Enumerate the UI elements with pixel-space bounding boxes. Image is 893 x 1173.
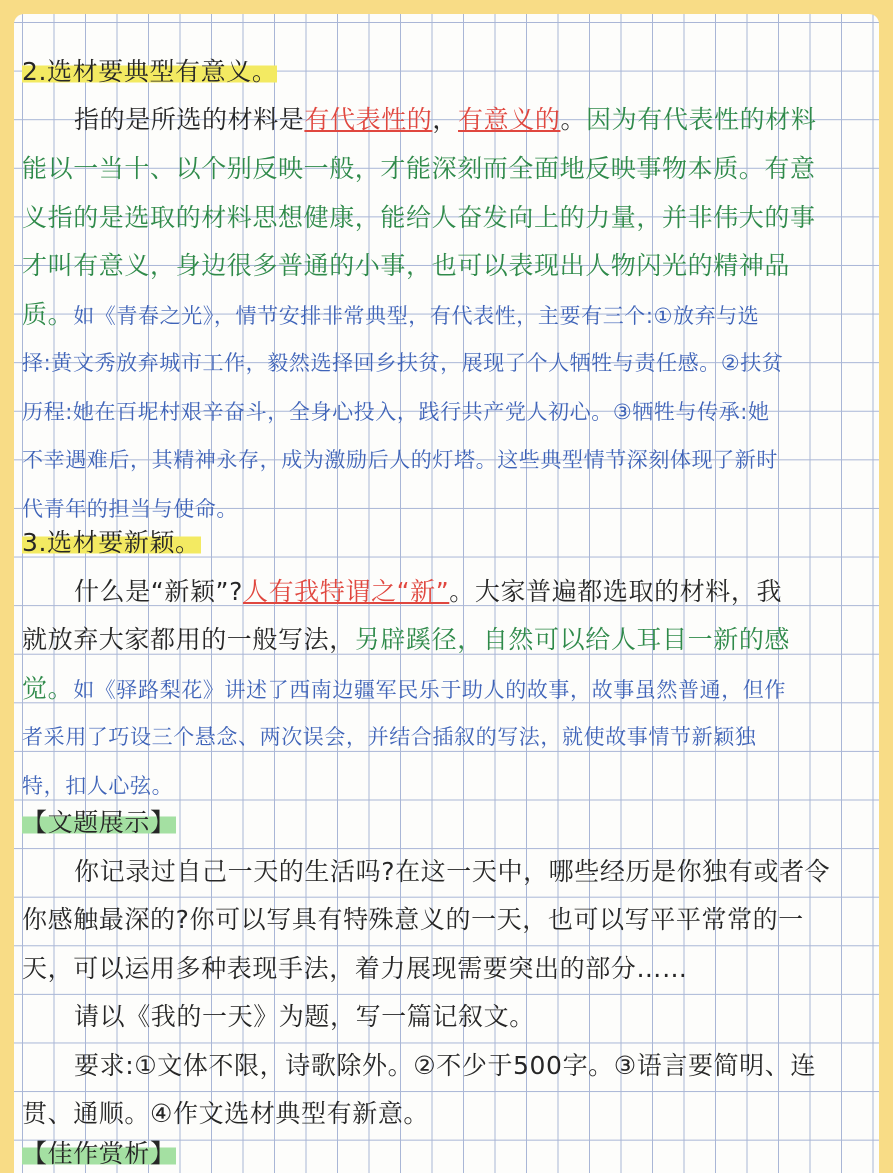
section-2-para-line-4: 才叫有意义，身边很多普通的小事，也可以表现出人物闪光的精神品 bbox=[22, 251, 791, 280]
key-phrase-meaningful: 有意义的 bbox=[458, 105, 561, 134]
section-3-para-line-5: 特，扣人心弦。 bbox=[22, 774, 174, 798]
section-2-heading: 2.选材要典型有意义。 bbox=[22, 57, 278, 86]
analysis-heading: 【佳作赏析】 bbox=[22, 1139, 176, 1168]
topic-line-4: 请以《我的一天》为题，写一篇记叙文。 bbox=[74, 1002, 535, 1031]
section-2-para-line-1: 指的是所选的材料是有代表性的，有意义的。因为有代表性的材料 bbox=[74, 105, 817, 134]
section-2-para-line-8: 不幸遇难后，其精神永存，成为激励后人的灯塔。这些典型情节深刻体现了新时 bbox=[22, 448, 778, 472]
topic-line-2: 你感触最深的?你可以写具有特殊意义的一天，也可以写平平常常的一 bbox=[22, 905, 804, 934]
topic-line-3: 天，可以运用多种表现手法，着力展现需要突出的部分…… bbox=[22, 954, 688, 983]
section-3-heading: 3.选材要新颖。 bbox=[22, 528, 201, 557]
section-3-para-line-1: 什么是“新颖”?人有我特谓之“新”。大家普遍都选取的材料，我 bbox=[74, 577, 783, 606]
section-2-para-line-6: 择:黄文秀放弃城市工作，毅然选择回乡扶贫，展现了个人牺牲与责任感。②扶贫 bbox=[22, 351, 784, 375]
key-phrase-representative: 有代表性的 bbox=[304, 105, 433, 134]
section-3-para-line-3: 觉。如《驿路梨花》讲述了西南边疆军民乐于助人的故事，故事虽然普通，但作 bbox=[22, 674, 786, 703]
section-2-para-line-5: 质。如《青春之光》，情节安排非常典型，有代表性，主要有三个:①放弃与选 bbox=[22, 300, 760, 329]
notebook-page bbox=[14, 14, 879, 1173]
section-2-para-line-7: 历程:她在百坭村艰辛奋斗，全身心投入，践行共产党人初心。③牺牲与传承:她 bbox=[22, 400, 770, 424]
topic-line-6: 贯、通顺。④作文选材典型有新意。 bbox=[22, 1099, 430, 1128]
section-2-para-line-2: 能以一当十、以个别反映一般，才能深刻而全面地反映事物本质。有意 bbox=[22, 154, 816, 183]
topic-heading: 【文题展示】 bbox=[22, 808, 176, 837]
topic-line-1: 你记录过自己一天的生活吗?在这一天中，哪些经历是你独有或者令 bbox=[74, 857, 831, 886]
topic-line-5: 要求:①文体不限，诗歌除外。②不少于500字。③语言要简明、连 bbox=[74, 1051, 816, 1080]
key-phrase-novel: 人有我特谓之“新” bbox=[242, 577, 450, 606]
section-3-para-line-4: 者采用了巧设三个悬念、两次误会，并结合插叙的写法，就使故事情节新颖独 bbox=[22, 725, 757, 749]
section-3-para-line-2: 就放弃大家都用的一般写法，另辟蹊径，自然可以给人耳目一新的感 bbox=[22, 625, 791, 654]
section-2-para-line-3: 义指的是选取的材料思想健康，能给人奋发向上的力量，并非伟大的事 bbox=[22, 203, 816, 232]
section-2-para-line-9: 代青年的担当与使命。 bbox=[22, 497, 238, 521]
